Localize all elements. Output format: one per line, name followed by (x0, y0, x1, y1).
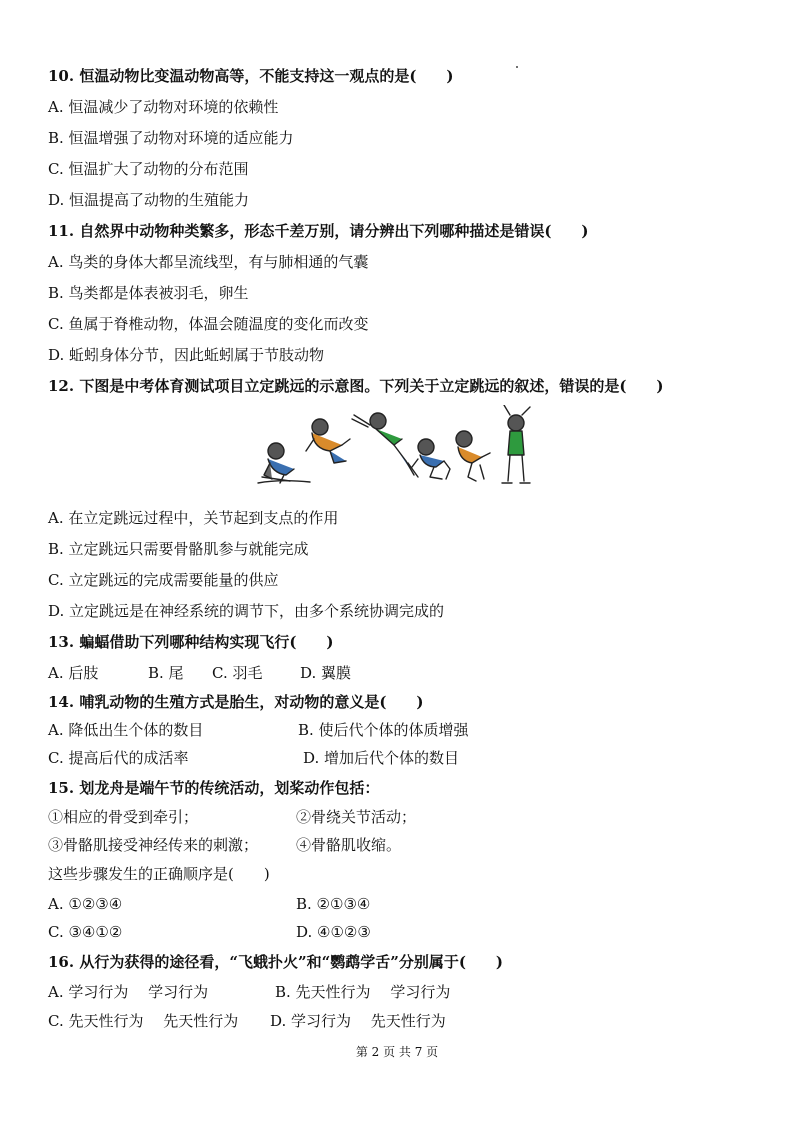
q11-option-a: A. 鸟类的身体大都呈流线型，有与肺相通的气囊 (48, 253, 369, 271)
question-13-stem: 13. 蝙蝠借助下列哪种结构实现飞行( ) (48, 633, 334, 651)
q10-option-c: C. 恒温扩大了动物的分布范围 (48, 160, 249, 178)
page-footer: 第 2 页 共 7 页 (355, 1045, 439, 1059)
jumper-crouch (412, 439, 450, 479)
q16-option-c: C. 先天性行为 先天性行为 (48, 1012, 239, 1030)
q11-option-d: D. 蚯蚓身体分节，因此蚯蚓属于节肢动物 (48, 346, 325, 364)
jumper-standing (502, 405, 530, 483)
q11-option-c: C. 鱼属于脊椎动物，体温会随温度的变化而改变 (48, 315, 369, 333)
q12-option-b: B. 立定跳远只需要骨骼肌参与就能完成 (48, 540, 309, 558)
q15-option-b: B. ②①③④ (296, 895, 371, 913)
jumper-flight (352, 413, 418, 477)
q10-option-a: A. 恒温减少了动物对环境的依赖性 (48, 98, 279, 116)
q14-option-c: C. 提高后代的成活率 (48, 749, 189, 767)
question-15-stem: 15. 划龙舟是端午节的传统活动，划桨动作包括： (48, 779, 380, 797)
q15-step-3: ③骨骼肌接受神经传来的刺激； (48, 836, 259, 854)
q15-ask: 这些步骤发生的正确顺序是( ) (48, 865, 270, 883)
q12-option-a: A. 在立定跳远过程中，关节起到支点的作用 (48, 509, 339, 527)
jumper-landing (262, 443, 294, 483)
q16-option-a: A. 学习行为 学习行为 (48, 983, 209, 1001)
q12-option-c: C. 立定跳远的完成需要能量的供应 (48, 571, 279, 589)
q15-step-2: ②骨绕关节活动； (296, 808, 417, 826)
q14-option-d: D. 增加后代个体的数目 (303, 749, 460, 767)
q13-option-b: B. 尾 (148, 664, 184, 682)
q10-option-b: B. 恒温增强了动物对环境的适应能力 (48, 129, 294, 147)
q11-option-b: B. 鸟类都是体表被羽毛，卵生 (48, 284, 249, 302)
q14-option-a: A. 降低出生个体的数目 (48, 721, 204, 739)
q15-step-1: ①相应的骨受到牵引； (48, 808, 199, 826)
question-14-stem: 14. 哺乳动物的生殖方式是胎生，对动物的意义是( ) (48, 693, 424, 711)
q13-option-d: D. 翼膜 (300, 664, 352, 682)
q14-option-b: B. 使后代个体的体质增强 (298, 721, 469, 739)
jumper-tuck (306, 419, 350, 463)
question-12-stem: 12. 下图是中考体育测试项目立定跳远的示意图。下列关于立定跳远的叙述，错误的是( ) (48, 377, 664, 395)
q16-option-b: B. 先天性行为 学习行为 (275, 983, 451, 1001)
q13-option-a: A. 后肢 (48, 664, 99, 682)
speck (516, 66, 518, 68)
standing-long-jump-illustration (250, 405, 550, 493)
jumper-half-crouch (456, 431, 490, 481)
q15-option-d: D. ④①②③ (296, 923, 371, 941)
q16-option-d: D. 学习行为 先天性行为 (270, 1012, 446, 1030)
q13-option-c: C. 羽毛 (212, 664, 263, 682)
question-10-stem: 10. 恒温动物比变温动物高等，不能支持这一观点的是( ) (48, 67, 454, 85)
question-16-stem: 16. 从行为获得的途径看，“飞蛾扑火”和“鹦鹉学舌”分别属于( ) (48, 953, 504, 971)
q12-option-d: D. 立定跳远是在神经系统的调节下，由多个系统协调完成的 (48, 602, 445, 620)
q15-option-a: A. ①②③④ (48, 895, 123, 913)
q10-option-d: D. 恒温提高了动物的生殖能力 (48, 191, 250, 209)
q15-option-c: C. ③④①② (48, 923, 123, 941)
question-11-stem: 11. 自然界中动物种类繁多，形态千差万别，请分辨出下列哪种描述是错误( ) (48, 222, 589, 240)
q15-step-4: ④骨骼肌收缩。 (296, 836, 402, 854)
